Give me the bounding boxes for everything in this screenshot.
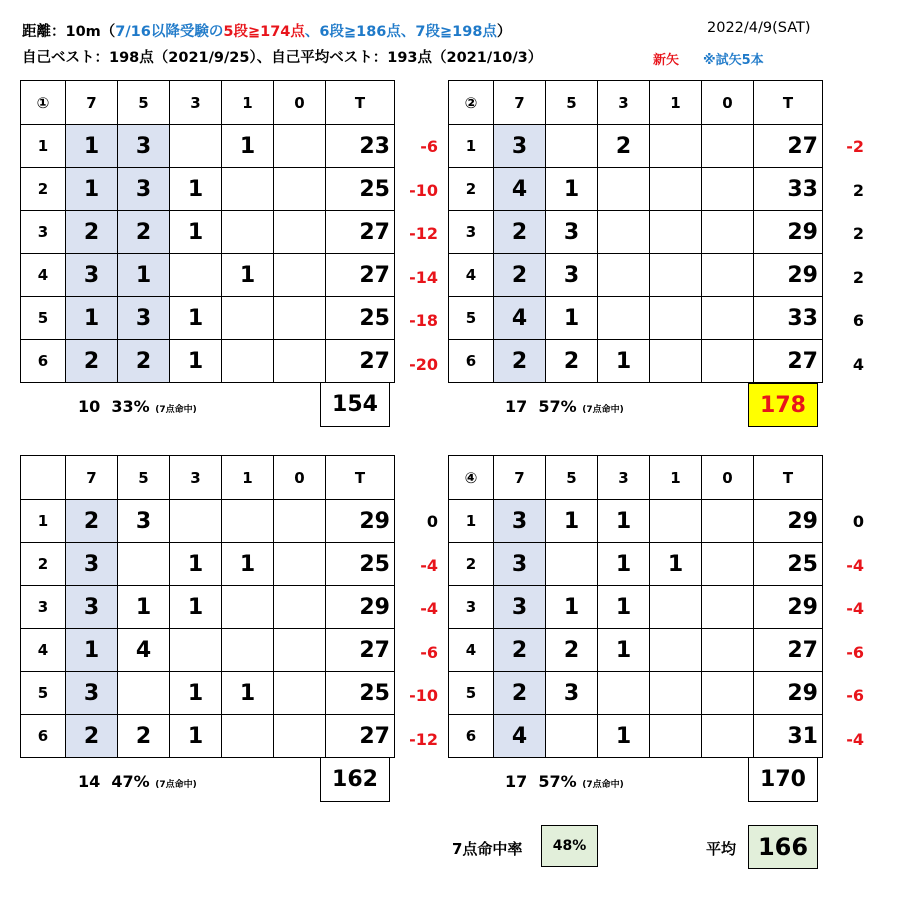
column-header: 1 bbox=[222, 81, 274, 125]
count-7-points: 2 bbox=[66, 500, 118, 543]
end-number: 6 bbox=[21, 715, 66, 758]
count-3-points: 1 bbox=[598, 629, 650, 672]
count-1-points bbox=[650, 211, 702, 254]
round-label bbox=[21, 456, 66, 500]
count-1-points bbox=[650, 672, 702, 715]
end-number: 4 bbox=[449, 629, 494, 672]
seven-hit-count: 17 bbox=[505, 772, 528, 791]
column-header: T bbox=[326, 456, 395, 500]
dan5-threshold: 5段≧174点 bbox=[223, 24, 305, 40]
count-1-points bbox=[650, 125, 702, 168]
table-row bbox=[21, 211, 395, 254]
running-diff: -18 bbox=[409, 311, 438, 330]
end-number: 3 bbox=[21, 586, 66, 629]
running-diff: -6 bbox=[420, 137, 438, 156]
count-1-points bbox=[222, 500, 274, 543]
count-7-points: 3 bbox=[494, 125, 546, 168]
end-total: 27 bbox=[326, 629, 395, 672]
count-1-points: 1 bbox=[650, 543, 702, 586]
column-header: 0 bbox=[702, 456, 754, 500]
count-3-points: 1 bbox=[598, 500, 650, 543]
distance-text: 距離：10m（ bbox=[22, 24, 116, 40]
end-number: 2 bbox=[21, 543, 66, 586]
end-number: 2 bbox=[21, 168, 66, 211]
column-header: 5 bbox=[546, 81, 598, 125]
running-diff: -14 bbox=[409, 267, 438, 287]
count-3-points bbox=[170, 629, 222, 672]
end-total: 29 bbox=[754, 500, 823, 543]
count-0-points bbox=[702, 254, 754, 297]
end-number: 3 bbox=[449, 211, 494, 254]
running-diff: 2 bbox=[852, 180, 864, 200]
end-number: 2 bbox=[449, 168, 494, 211]
count-3-points bbox=[598, 297, 650, 340]
count-1-points bbox=[650, 500, 702, 543]
count-3-points: 1 bbox=[170, 168, 222, 211]
score-table bbox=[448, 455, 823, 758]
end-total: 27 bbox=[754, 340, 823, 383]
round-total: 170 bbox=[748, 758, 818, 802]
end-total: 29 bbox=[754, 254, 823, 297]
end-total: 33 bbox=[754, 297, 823, 340]
seven-hit-note: (7点命中) bbox=[582, 405, 624, 415]
running-diff: -12 bbox=[409, 729, 438, 749]
end-number: 6 bbox=[21, 340, 66, 383]
table-row bbox=[449, 715, 823, 758]
end-total: 27 bbox=[326, 211, 395, 254]
count-7-points: 3 bbox=[66, 672, 118, 715]
count-7-points: 1 bbox=[66, 168, 118, 211]
column-header: 5 bbox=[118, 456, 170, 500]
count-7-points: 3 bbox=[66, 254, 118, 297]
column-header: 0 bbox=[702, 81, 754, 125]
table-row bbox=[449, 543, 823, 586]
running-diff: -6 bbox=[420, 642, 438, 662]
end-number: 5 bbox=[449, 672, 494, 715]
count-3-points bbox=[598, 168, 650, 211]
end-total: 25 bbox=[754, 543, 823, 586]
seven-hit-rate: 33% bbox=[111, 397, 150, 416]
score-table bbox=[448, 80, 823, 383]
end-number: 3 bbox=[21, 211, 66, 254]
count-1-points bbox=[222, 211, 274, 254]
count-7-points: 3 bbox=[494, 543, 546, 586]
table-row bbox=[21, 297, 395, 340]
end-total: 27 bbox=[326, 715, 395, 758]
end-number: 5 bbox=[21, 297, 66, 340]
table-row bbox=[449, 254, 823, 297]
table-row bbox=[449, 500, 823, 543]
end-total: 27 bbox=[326, 340, 395, 383]
running-diff: 2 bbox=[852, 267, 864, 287]
hit-rate-label: 7点命中率 bbox=[452, 840, 523, 858]
end-number: 1 bbox=[449, 125, 494, 168]
distance-line bbox=[22, 20, 511, 41]
count-0-points bbox=[274, 211, 326, 254]
hit-summary bbox=[78, 772, 197, 791]
hit-summary bbox=[78, 397, 197, 416]
end-total: 29 bbox=[754, 211, 823, 254]
end-total: 29 bbox=[326, 586, 395, 629]
hit-summary bbox=[505, 772, 624, 791]
end-number: 6 bbox=[449, 715, 494, 758]
table-row bbox=[21, 629, 395, 672]
count-7-points: 2 bbox=[494, 340, 546, 383]
count-1-points bbox=[650, 297, 702, 340]
count-3-points: 1 bbox=[170, 297, 222, 340]
count-7-points: 1 bbox=[66, 629, 118, 672]
count-5-points: 3 bbox=[118, 125, 170, 168]
table-row bbox=[21, 543, 395, 586]
count-0-points bbox=[702, 125, 754, 168]
count-3-points bbox=[598, 211, 650, 254]
count-0-points bbox=[702, 168, 754, 211]
running-diff: -4 bbox=[846, 729, 864, 749]
count-3-points: 1 bbox=[170, 715, 222, 758]
seven-hit-rate: 57% bbox=[538, 772, 577, 791]
hit-rate-value: 48% bbox=[541, 825, 598, 867]
count-3-points: 1 bbox=[598, 715, 650, 758]
diff-column bbox=[394, 125, 438, 386]
table-row bbox=[449, 211, 823, 254]
count-5-points: 2 bbox=[546, 629, 598, 672]
running-diff: 0 bbox=[852, 512, 864, 531]
end-number: 1 bbox=[21, 500, 66, 543]
count-0-points bbox=[274, 586, 326, 629]
count-3-points bbox=[170, 500, 222, 543]
count-1-points bbox=[222, 168, 274, 211]
count-5-points bbox=[118, 672, 170, 715]
count-7-points: 2 bbox=[494, 254, 546, 297]
count-7-points: 1 bbox=[66, 125, 118, 168]
running-diff: -12 bbox=[409, 224, 438, 243]
count-7-points: 3 bbox=[66, 586, 118, 629]
end-number: 5 bbox=[21, 672, 66, 715]
round-label: ② bbox=[449, 81, 494, 125]
count-5-points: 3 bbox=[546, 254, 598, 297]
paren-close: ） bbox=[496, 24, 512, 40]
count-5-points bbox=[546, 715, 598, 758]
table-row bbox=[449, 125, 823, 168]
running-diff: -20 bbox=[409, 354, 438, 374]
seven-hit-count: 17 bbox=[505, 397, 528, 416]
count-0-points bbox=[702, 340, 754, 383]
running-diff: -6 bbox=[846, 686, 864, 705]
seven-hit-note: (7点命中) bbox=[155, 780, 197, 790]
count-1-points bbox=[222, 297, 274, 340]
end-number: 4 bbox=[21, 629, 66, 672]
count-5-points: 2 bbox=[546, 340, 598, 383]
column-header: 5 bbox=[118, 81, 170, 125]
count-0-points bbox=[274, 168, 326, 211]
count-1-points: 1 bbox=[222, 672, 274, 715]
column-header: 5 bbox=[546, 456, 598, 500]
count-0-points bbox=[274, 340, 326, 383]
count-3-points: 1 bbox=[170, 543, 222, 586]
count-0-points bbox=[274, 715, 326, 758]
column-header: 1 bbox=[650, 456, 702, 500]
column-header: 3 bbox=[598, 456, 650, 500]
running-diff: -4 bbox=[846, 555, 864, 575]
column-header: 7 bbox=[494, 81, 546, 125]
count-3-points: 1 bbox=[170, 340, 222, 383]
column-header: 7 bbox=[66, 81, 118, 125]
count-1-points bbox=[650, 586, 702, 629]
round-total: 162 bbox=[320, 758, 390, 802]
column-header: 3 bbox=[170, 456, 222, 500]
count-3-points: 1 bbox=[598, 340, 650, 383]
count-0-points bbox=[702, 500, 754, 543]
count-3-points: 1 bbox=[170, 211, 222, 254]
count-3-points: 1 bbox=[170, 672, 222, 715]
end-number: 1 bbox=[449, 500, 494, 543]
end-total: 25 bbox=[326, 168, 395, 211]
count-1-points bbox=[650, 254, 702, 297]
running-diff: -4 bbox=[420, 555, 438, 575]
count-0-points bbox=[702, 543, 754, 586]
count-0-points bbox=[702, 297, 754, 340]
count-7-points: 3 bbox=[494, 500, 546, 543]
end-number: 4 bbox=[449, 254, 494, 297]
count-0-points bbox=[702, 586, 754, 629]
table-row bbox=[21, 125, 395, 168]
count-1-points bbox=[650, 715, 702, 758]
count-5-points: 1 bbox=[546, 168, 598, 211]
table-row bbox=[21, 586, 395, 629]
count-7-points: 4 bbox=[494, 297, 546, 340]
count-0-points bbox=[274, 500, 326, 543]
column-header: 7 bbox=[494, 456, 546, 500]
count-0-points bbox=[702, 211, 754, 254]
column-header: T bbox=[326, 81, 395, 125]
table-row bbox=[21, 672, 395, 715]
average-label: 平均 bbox=[706, 840, 737, 858]
table-row bbox=[449, 586, 823, 629]
count-7-points: 1 bbox=[66, 297, 118, 340]
count-7-points: 2 bbox=[494, 629, 546, 672]
table-row bbox=[449, 168, 823, 211]
diff-column bbox=[394, 500, 438, 761]
table-row bbox=[21, 340, 395, 383]
table-row bbox=[21, 168, 395, 211]
table-row bbox=[21, 715, 395, 758]
count-7-points: 2 bbox=[494, 211, 546, 254]
count-5-points: 2 bbox=[118, 211, 170, 254]
column-header: 0 bbox=[274, 81, 326, 125]
running-diff: -6 bbox=[846, 642, 864, 662]
count-5-points: 2 bbox=[118, 340, 170, 383]
count-1-points bbox=[222, 629, 274, 672]
running-diff: -2 bbox=[846, 137, 864, 156]
column-header: T bbox=[754, 456, 823, 500]
count-7-points: 2 bbox=[494, 672, 546, 715]
diff-column bbox=[820, 125, 864, 386]
count-0-points bbox=[702, 629, 754, 672]
exam-note: 7/16以降受験の bbox=[115, 24, 224, 40]
count-7-points: 4 bbox=[494, 715, 546, 758]
running-diff: 0 bbox=[426, 512, 438, 531]
hit-summary bbox=[505, 397, 624, 416]
end-total: 27 bbox=[754, 629, 823, 672]
column-header: 3 bbox=[170, 81, 222, 125]
count-7-points: 2 bbox=[66, 715, 118, 758]
count-1-points bbox=[650, 629, 702, 672]
end-total: 25 bbox=[326, 297, 395, 340]
end-total: 25 bbox=[326, 543, 395, 586]
end-number: 4 bbox=[21, 254, 66, 297]
trial-arrow-note: ※試矢5本 bbox=[703, 53, 764, 68]
seven-hit-rate: 47% bbox=[111, 772, 150, 791]
count-7-points: 3 bbox=[494, 586, 546, 629]
column-header: 3 bbox=[598, 81, 650, 125]
seven-hit-rate: 57% bbox=[538, 397, 577, 416]
count-7-points: 3 bbox=[66, 543, 118, 586]
count-5-points: 3 bbox=[546, 672, 598, 715]
count-3-points: 2 bbox=[598, 125, 650, 168]
running-diff: 2 bbox=[852, 224, 864, 243]
score-table bbox=[20, 80, 395, 383]
end-total: 23 bbox=[326, 125, 395, 168]
count-1-points: 1 bbox=[222, 125, 274, 168]
table-row bbox=[449, 672, 823, 715]
table-row bbox=[449, 629, 823, 672]
end-total: 29 bbox=[754, 586, 823, 629]
count-5-points: 1 bbox=[546, 500, 598, 543]
dan67-threshold: 、6段≧186点、7段≧198点 bbox=[304, 24, 497, 40]
column-header: 0 bbox=[274, 456, 326, 500]
round-total: 178 bbox=[748, 383, 818, 427]
column-header: 1 bbox=[222, 456, 274, 500]
score-table bbox=[20, 455, 395, 758]
session-date: 2022/4/9(SAT) bbox=[707, 20, 811, 36]
count-1-points bbox=[650, 340, 702, 383]
column-header: T bbox=[754, 81, 823, 125]
count-3-points bbox=[170, 125, 222, 168]
count-0-points bbox=[702, 715, 754, 758]
end-number: 5 bbox=[449, 297, 494, 340]
count-0-points bbox=[702, 672, 754, 715]
count-1-points: 1 bbox=[222, 254, 274, 297]
end-total: 27 bbox=[326, 254, 395, 297]
count-5-points: 1 bbox=[546, 586, 598, 629]
column-header: 7 bbox=[66, 456, 118, 500]
count-0-points bbox=[274, 125, 326, 168]
end-total: 33 bbox=[754, 168, 823, 211]
personal-best: 自己ベスト：198点（2021/9/25）、自己平均ベスト：193点（2021/10/3） bbox=[22, 50, 543, 66]
count-5-points: 1 bbox=[546, 297, 598, 340]
count-5-points: 4 bbox=[118, 629, 170, 672]
count-3-points: 1 bbox=[170, 586, 222, 629]
table-row bbox=[449, 297, 823, 340]
running-diff: -4 bbox=[846, 599, 864, 618]
running-diff: -4 bbox=[420, 599, 438, 618]
average-value: 166 bbox=[748, 825, 818, 869]
count-0-points bbox=[274, 672, 326, 715]
table-row bbox=[21, 500, 395, 543]
seven-hit-count: 10 bbox=[78, 397, 101, 416]
count-0-points bbox=[274, 629, 326, 672]
count-1-points bbox=[222, 340, 274, 383]
count-5-points: 3 bbox=[118, 297, 170, 340]
count-1-points bbox=[650, 168, 702, 211]
end-total: 27 bbox=[754, 125, 823, 168]
column-header: 1 bbox=[650, 81, 702, 125]
count-1-points: 1 bbox=[222, 543, 274, 586]
count-3-points bbox=[598, 672, 650, 715]
seven-hit-count: 14 bbox=[78, 772, 101, 791]
end-number: 2 bbox=[449, 543, 494, 586]
end-total: 31 bbox=[754, 715, 823, 758]
running-diff: -10 bbox=[409, 686, 438, 705]
running-diff: 6 bbox=[852, 311, 864, 330]
round-label: ④ bbox=[449, 456, 494, 500]
count-3-points bbox=[170, 254, 222, 297]
count-5-points: 3 bbox=[118, 168, 170, 211]
count-7-points: 4 bbox=[494, 168, 546, 211]
count-3-points bbox=[598, 254, 650, 297]
end-number: 6 bbox=[449, 340, 494, 383]
count-5-points: 2 bbox=[118, 715, 170, 758]
round-total: 154 bbox=[320, 383, 390, 427]
end-total: 29 bbox=[326, 500, 395, 543]
count-5-points: 3 bbox=[118, 500, 170, 543]
end-number: 3 bbox=[449, 586, 494, 629]
table-row bbox=[449, 340, 823, 383]
count-0-points bbox=[274, 254, 326, 297]
count-5-points bbox=[118, 543, 170, 586]
table-row bbox=[21, 254, 395, 297]
count-1-points bbox=[222, 586, 274, 629]
seven-hit-note: (7点命中) bbox=[582, 780, 624, 790]
count-5-points: 3 bbox=[546, 211, 598, 254]
new-arrow-label: 新矢 bbox=[653, 53, 680, 68]
seven-hit-note: (7点命中) bbox=[155, 405, 197, 415]
diff-column bbox=[820, 500, 864, 761]
end-number: 1 bbox=[21, 125, 66, 168]
end-total: 25 bbox=[326, 672, 395, 715]
count-5-points bbox=[546, 125, 598, 168]
running-diff: 4 bbox=[852, 354, 864, 374]
round-label: ① bbox=[21, 81, 66, 125]
running-diff: -10 bbox=[409, 180, 438, 200]
count-0-points bbox=[274, 543, 326, 586]
count-5-points: 1 bbox=[118, 586, 170, 629]
count-5-points: 1 bbox=[118, 254, 170, 297]
count-1-points bbox=[222, 715, 274, 758]
count-5-points bbox=[546, 543, 598, 586]
count-3-points: 1 bbox=[598, 543, 650, 586]
count-7-points: 2 bbox=[66, 340, 118, 383]
count-0-points bbox=[274, 297, 326, 340]
count-7-points: 2 bbox=[66, 211, 118, 254]
count-3-points: 1 bbox=[598, 586, 650, 629]
end-total: 29 bbox=[754, 672, 823, 715]
